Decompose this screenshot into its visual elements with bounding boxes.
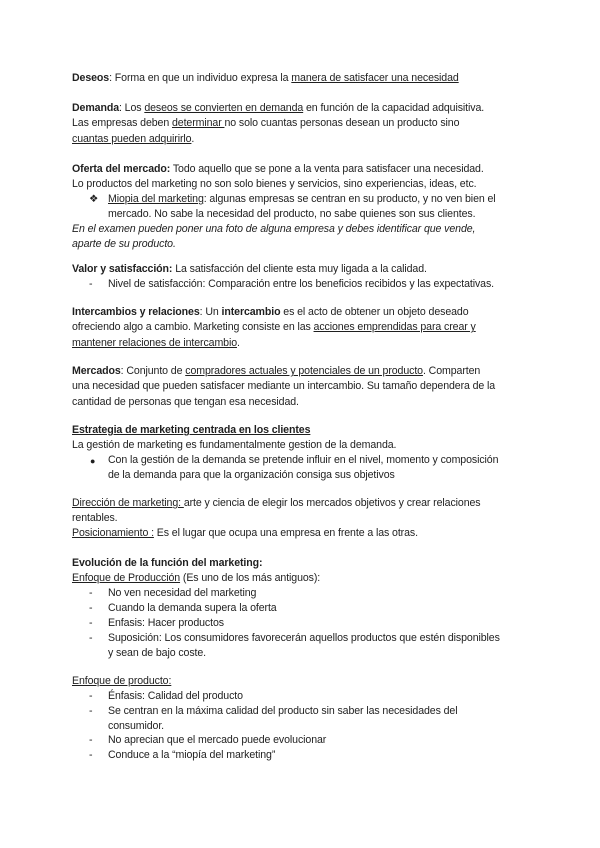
- demanda-term: Demanda: [72, 102, 119, 114]
- produccion-rest: (Es uno de los más antiguos):: [180, 572, 321, 585]
- mercados-text-a: : Conjunto de: [120, 365, 186, 377]
- evolucion-heading: Evolución de la función del marketing:: [72, 557, 263, 569]
- produccion-item-2: Cuando la demanda supera la oferta: [108, 602, 277, 614]
- dash-bullet: -: [89, 749, 93, 761]
- direccion-term: Dirección de marketing:: [72, 497, 184, 509]
- deseos-underlined: manera de satisfacer una necesidad: [291, 72, 459, 84]
- intercambios-underlined-1: acciones emprendidas para crear y: [313, 321, 476, 334]
- valor-item: Nivel de satisfacción: Comparación entre los beneficios recibidos y las expectativas.: [108, 278, 495, 290]
- deseos-text: : Forma en que un individuo expresa la: [109, 72, 292, 84]
- deseos-term: Deseos: [72, 72, 110, 84]
- estrategia-bullet-line1: Con la gestión de la demanda se pretende influir en el nivel, momento y composición: [108, 454, 499, 466]
- produccion-item-4: [108, 631, 538, 662]
- intercambios-term: Intercambios y relaciones: [72, 306, 200, 318]
- produccion-item-4-line2: y sean de bajo coste.: [108, 647, 207, 660]
- dash-bullet: -: [89, 602, 93, 614]
- miopia-term: Miopia del marketing: [108, 193, 204, 205]
- producto-item-1: Énfasis: Calidad del producto: [108, 690, 243, 702]
- exam-note: [72, 222, 542, 253]
- dash-bullet: -: [89, 617, 93, 629]
- estrategia-heading: Estrategia de marketing centrada en los clientes: [72, 424, 311, 436]
- produccion-item-1: No ven necesidad del marketing: [108, 587, 257, 599]
- oferta-text-a: Todo aquello que se pone a la venta para satisfacer una necesidad.: [170, 163, 484, 175]
- posicionamiento-paragraph: [72, 526, 542, 541]
- producto-heading-paragraph: [72, 674, 542, 689]
- direccion-line2: rentables.: [72, 512, 118, 525]
- mercados-text-b: . Comparten: [422, 365, 481, 377]
- mercados-underlined: compradores actuales y potenciales de un producto: [185, 365, 423, 377]
- demanda-underlined-2: determinar: [171, 117, 225, 130]
- posicionamiento-term: Posicionamiento :: [72, 527, 154, 539]
- estrategia-section: [72, 423, 542, 454]
- direccion-text: arte y ciencia de elegir los mercados objetivos y crear relaciones: [183, 497, 481, 509]
- dash-bullet: -: [89, 587, 93, 599]
- intercambios-underlined-2: mantener relaciones de intercambio: [72, 336, 238, 349]
- intercambios-line3-b: .: [237, 336, 240, 349]
- oferta-line2: Lo productos del marketing no son solo bienes y servicios, sino experiencias, ideas, etc.: [72, 178, 477, 191]
- produccion-item-3: Enfasis: Hacer productos: [108, 617, 224, 629]
- valor-text: La satisfacción del cliente esta muy ligada a la calidad.: [172, 263, 427, 275]
- estrategia-bullet: [108, 453, 538, 484]
- intercambios-paragraph: [72, 305, 542, 351]
- oferta-paragraph: [72, 162, 542, 193]
- valor-paragraph: [72, 262, 542, 277]
- demanda-text-b: en función de la capacidad adquisitiva.: [303, 102, 485, 114]
- diamond-bullet-icon: ❖: [89, 193, 99, 205]
- valor-term: Valor y satisfacción:: [72, 263, 173, 275]
- estrategia-line1: La gestión de marketing es fundamentalmente gestion de la demanda.: [72, 439, 397, 452]
- intercambios-text-b: es el acto de obtener un objeto deseado: [280, 306, 469, 318]
- posicionamiento-text: Es el lugar que ocupa una empresa en frente a las otras.: [153, 527, 418, 539]
- evolucion-section: [72, 556, 542, 587]
- miopia-text2: mercado. No sabe la necesidad del producto, no sabe quienes son sus clientes.: [108, 208, 476, 221]
- demanda-line3-b: .: [191, 132, 195, 145]
- demanda-line2-b: no solo cuantas personas desean un producto sino: [224, 117, 460, 130]
- intercambios-text-a: : Un: [199, 306, 222, 318]
- miopia-text1: : algunas empresas se centran en su producto, y no ven bien el: [203, 193, 496, 205]
- demanda-underlined-3: cuantas pueden adquirirlo: [72, 132, 192, 145]
- deseos-paragraph: [72, 71, 542, 86]
- estrategia-bullet-line2: de la demanda para que la organización consiga sus objetivos: [108, 469, 395, 482]
- dash-bullet: -: [89, 705, 93, 717]
- demanda-line2-a: Las empresas deben: [72, 117, 172, 130]
- direccion-paragraph: [72, 496, 542, 527]
- mercados-paragraph: [72, 364, 542, 410]
- intercambios-line2-a: ofreciendo algo a cambio. Marketing consiste en las: [72, 321, 314, 334]
- producto-item-3: No aprecian que el mercado puede evolucionar: [108, 734, 327, 746]
- dash-bullet: -: [89, 278, 93, 290]
- producto-item-2-line1: Se centran en la máxima calidad del producto sin saber las necesidades del: [108, 705, 458, 717]
- produccion-term: Enfoque de Producción: [72, 572, 181, 585]
- round-bullet-icon: ●: [90, 456, 96, 466]
- dash-bullet: -: [89, 734, 93, 746]
- intercambio-bold: intercambio: [221, 306, 281, 318]
- mercados-term: Mercados: [72, 365, 121, 377]
- demanda-paragraph: [72, 101, 542, 147]
- exam-note-line1: En el examen pueden poner una foto de alguna empresa y debes identificar que vende,: [72, 223, 476, 235]
- dash-bullet: -: [89, 690, 93, 702]
- oferta-term: Oferta del mercado:: [72, 163, 171, 175]
- dash-bullet: -: [89, 632, 93, 644]
- produccion-item-4-line1: Suposición: Los consumidores favorecerán aquellos productos que estén disponibles: [108, 632, 500, 644]
- producto-item-2-line2: consumidor.: [108, 720, 165, 733]
- producto-term: Enfoque de producto:: [72, 675, 172, 687]
- exam-note-line2: aparte de su producto.: [72, 238, 176, 251]
- mercados-line3: cantidad de personas que tengan esa necesidad.: [72, 395, 299, 408]
- mercados-line2: una necesidad que pueden satisfacer mediante un intercambio. Su tamaño dependera de la: [72, 380, 496, 393]
- producto-item-4: Conduce a la “miopía del marketing”: [108, 749, 276, 761]
- producto-item-2: [108, 704, 538, 735]
- demanda-underlined-1: deseos se convierten en demanda: [144, 102, 304, 114]
- demanda-text-a: : Los: [119, 102, 145, 114]
- miopia-bullet: [108, 192, 538, 223]
